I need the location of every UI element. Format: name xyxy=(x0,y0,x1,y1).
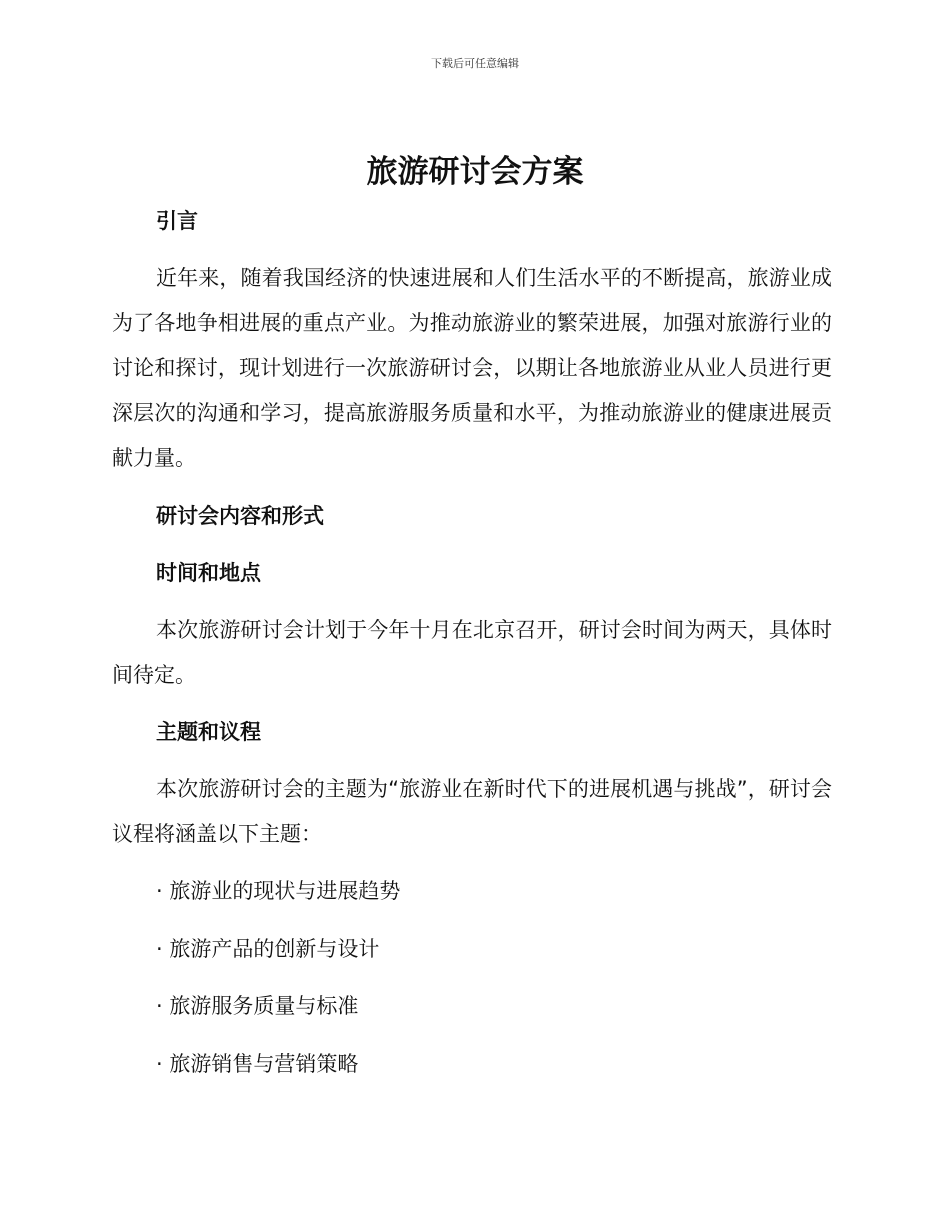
time-heading: 时间和地点 xyxy=(156,561,261,585)
intro-paragraph: 近年来，随着我国经济的快速进展和人们生活水平的不断提高，旅游业成为了各地争相进展的重点产业。为推动旅游业的繁荣进展，加强对旅游行业的讨论和探讨，现计划进行一次旅游研讨会，以期让各地旅游业从业人员进行更深层次的沟通和学习，提高旅游服务质量和水平，为推动旅游业的健康进展贡献力量。 xyxy=(112,266,832,470)
list-item: · 旅游服务质量与标准 xyxy=(156,994,359,1018)
page-header-note: 下载后可任意编辑 xyxy=(431,57,519,70)
document-title: 旅游研讨会方案 xyxy=(366,154,584,190)
list-item: · 旅游业的现状与进展趋势 xyxy=(156,879,401,903)
list-item: · 旅游销售与营销策略 xyxy=(156,1052,359,1076)
time-paragraph: 本次旅游研讨会计划于今年十月在北京召开，研讨会时间为两天，具体时间待定。 xyxy=(112,618,832,687)
intro-heading: 引言 xyxy=(156,209,198,233)
theme-heading: 主题和议程 xyxy=(156,720,261,744)
theme-paragraph: 本次旅游研讨会的主题为“旅游业在新时代下的进展机遇与挑战”，研讨会议程将涵盖以下主题： xyxy=(112,777,832,846)
content-heading: 研讨会内容和形式 xyxy=(156,504,324,528)
list-item: · 旅游产品的创新与设计 xyxy=(156,937,380,961)
